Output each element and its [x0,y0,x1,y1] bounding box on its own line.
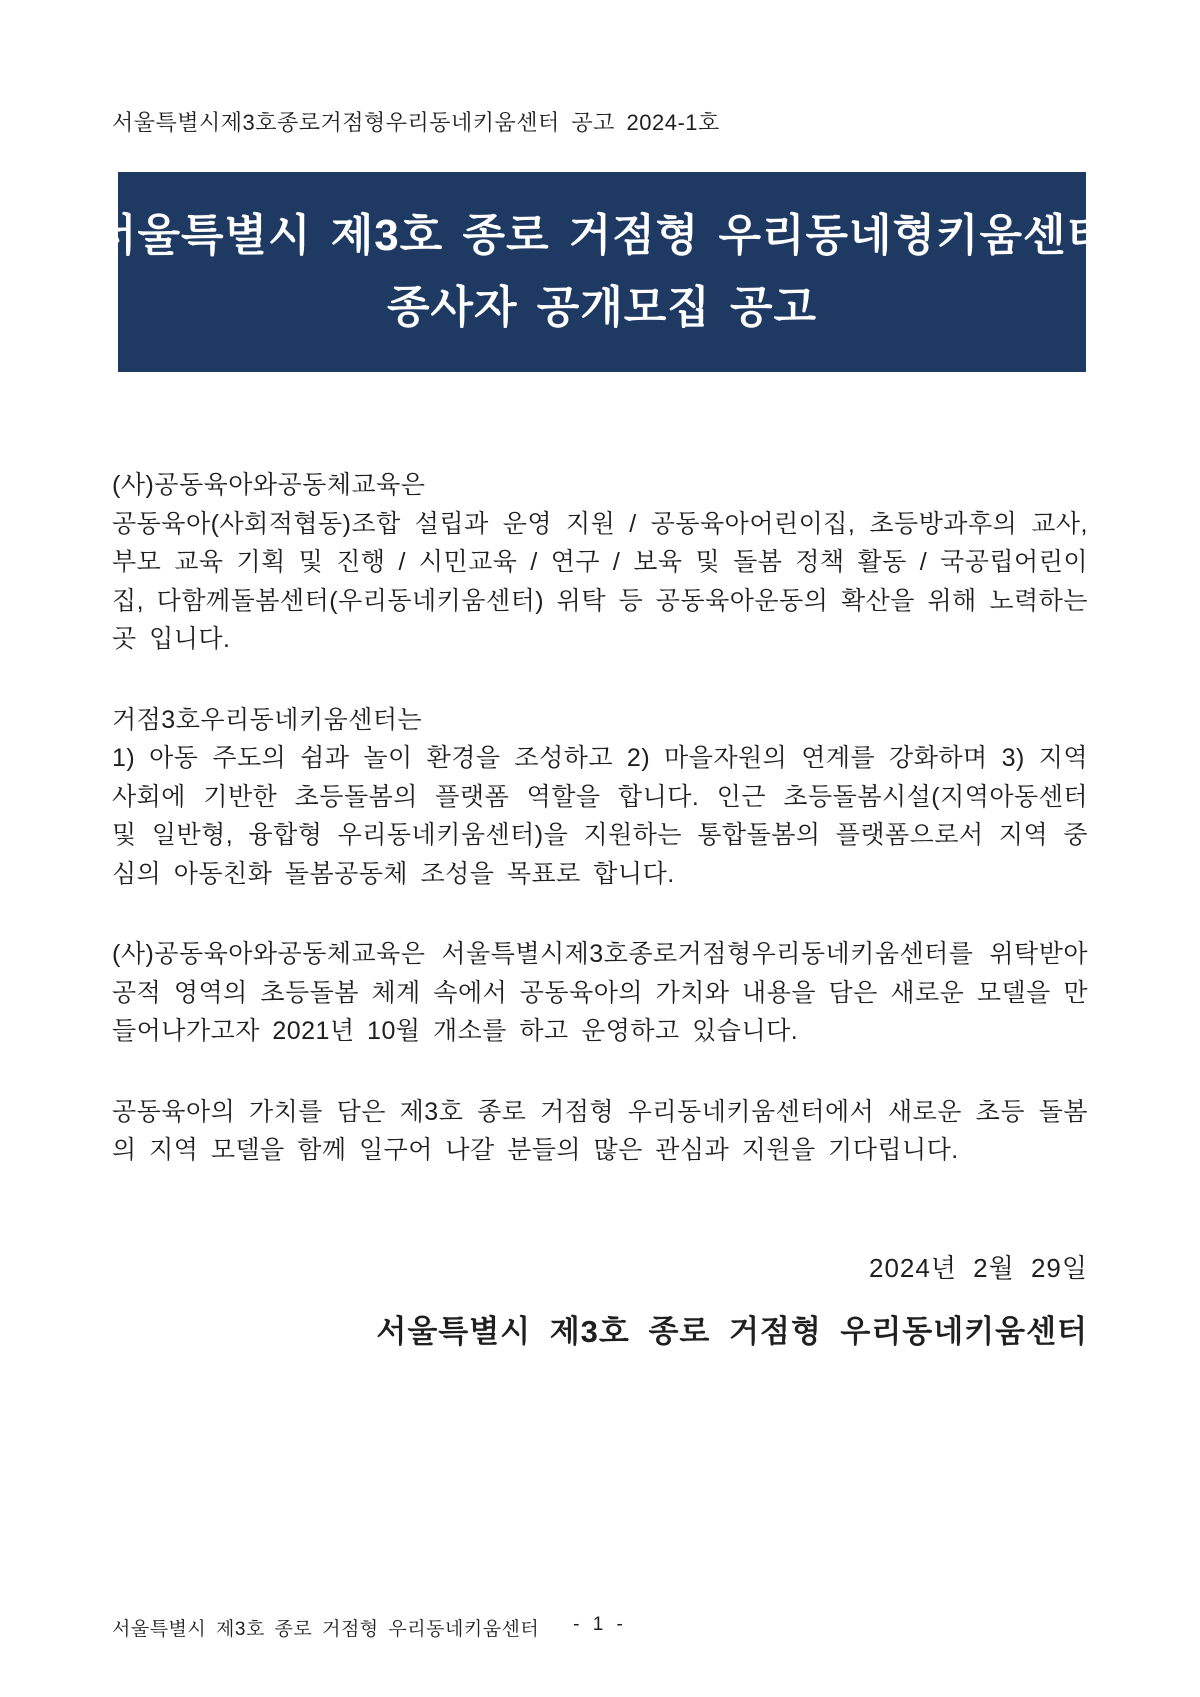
paragraph-org-intro-body: 공동육아(사회적협동)조합 설립과 운영 지원 / 공동육아어린이집, 초등방과후의 교사, 부모 교육 기획 및 진행 / 시민교육 / 연구 / 보육 및 돌봄 정책 활동 / 국공립어린이집, 다함께돌봄센터(우리동네키움센터) 위탁 등 공동육아운동의 확산을 위해 노력하는 곳 입니다. [112,509,1088,653]
paragraph-org-intro [112,466,1088,659]
body-text [112,466,1088,1170]
banner-title-line2: 종사자 공개모집 공고 [387,283,817,332]
announcement-date: 2024년 2월 29일 [868,1253,1088,1283]
banner [94,172,1110,372]
paragraph-center-intro [112,701,1088,894]
paragraph-closing-appeal-body: 공동육아의 가치를 담은 제3호 종로 거점형 우리동네키움센터에서 새로운 초등 돌봄의 지역 모델을 함께 일구어 나갈 분들의 많은 관심과 지원을 기다립니다. [112,1097,1088,1164]
paragraph-operation-history-body: (사)공동육아와공동체교육은 서울특별시제3호종로거점형우리동네키움센터를 위탁받아 공적 영역의 초등돌봄 체계 속에서 공동육아의 가치와 내용을 담은 새로운 모델을 만들어나가고자 2021년 10월 개소를 하고 운영하고 있습니다. [112,940,1088,1045]
doc-number-line: 서울특별시제3호종로거점형우리동네키움센터 공고 2024-1호 [112,110,720,135]
paragraph-closing-appeal [112,1093,1088,1170]
paragraph-center-intro-body: 1) 아동 주도의 쉼과 놀이 환경을 조성하고 2) 마을자원의 연계를 강화하며 3) 지역사회에 기반한 초등돌봄의 플랫폼 역할을 합니다. 인근 초등돌봄시설(지역아동센터 및 일반형, 융합형 우리동네키움센터)을 지원하는 통합돌봄의 플랫폼으로서 지역 중심의 아동친화 돌봄공동체 조성을 목표로 합니다. [112,744,1088,888]
paragraph-center-intro-lead: 거점3호우리동네키움센터는 [112,705,423,734]
banner-title-line1: 서울특별시 제3호 종로 거점형 우리동네형키움센터 [94,211,1110,260]
signature-org-name: 서울특별시 제3호 종로 거점형 우리동네키움센터 [376,1314,1088,1349]
paragraph-operation-history [112,935,1088,1051]
footer-org-name: 서울특별시 제3호 종로 거점형 우리동네키움센터 [112,1619,540,1640]
footer-page-number: - 1 - [573,1614,627,1635]
paragraph-org-intro-lead: (사)공동육아와공동체교육은 [112,471,426,499]
